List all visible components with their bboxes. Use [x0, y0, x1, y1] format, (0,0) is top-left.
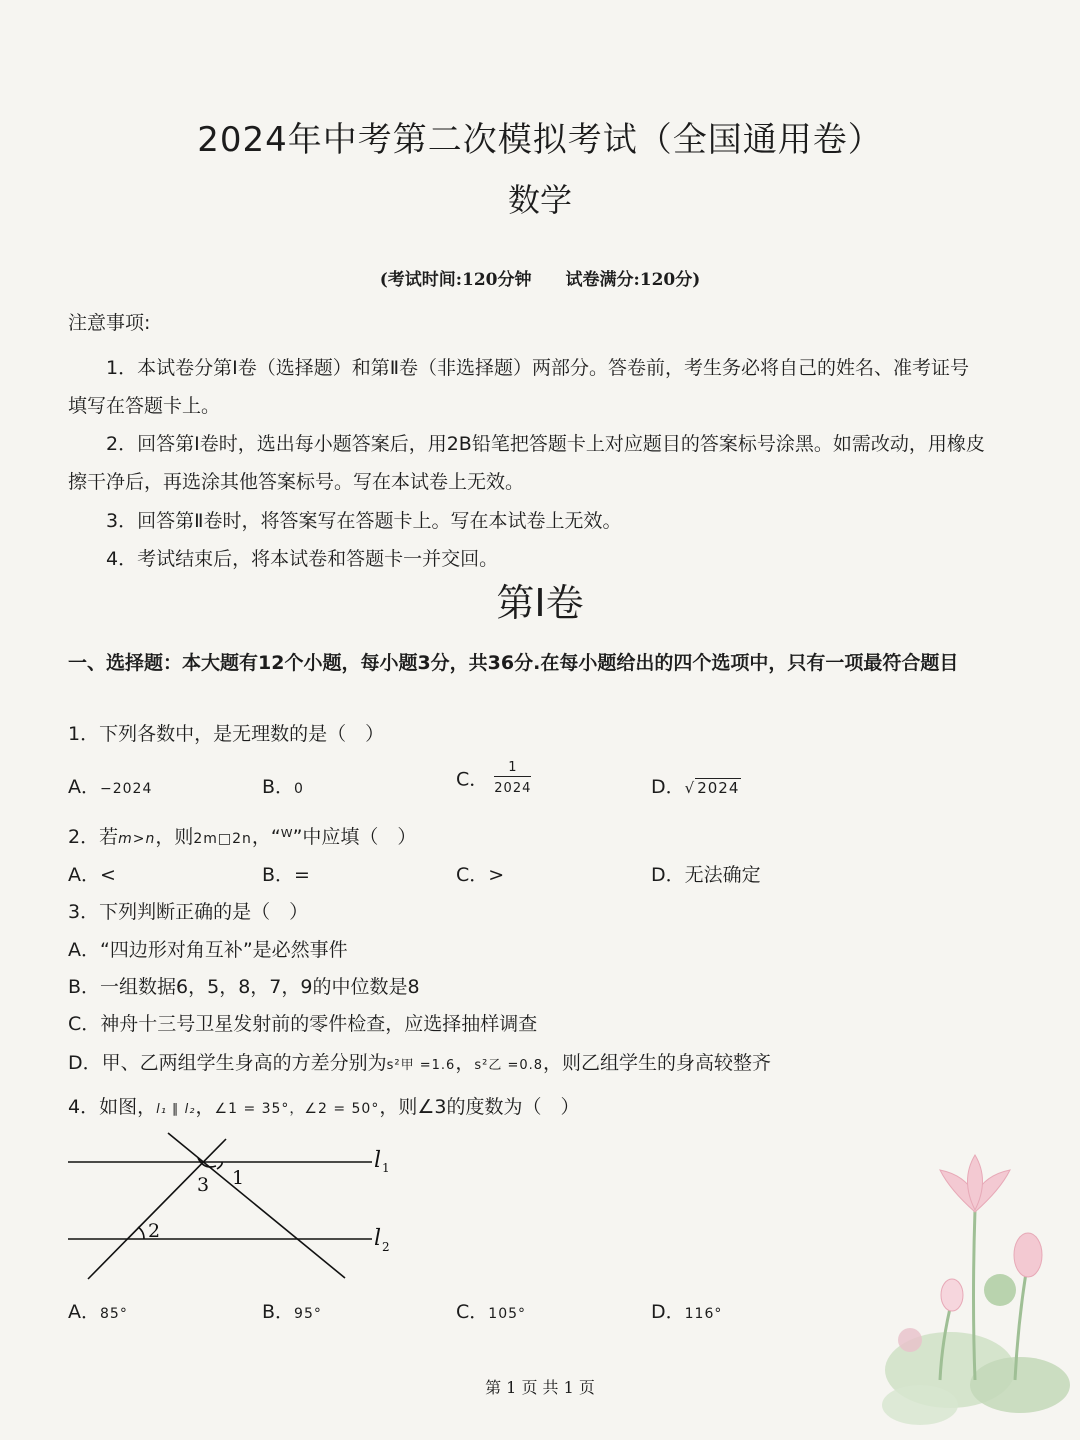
q3-option-a: A．“四边形对角互补”是必然事件: [68, 939, 348, 961]
q4-a-value: 85°: [100, 1306, 128, 1322]
angle-2-label: 2: [148, 1220, 161, 1242]
q1-d-sqrt: √ 2024: [684, 779, 740, 797]
q3-variance-a: s²甲 =1.6: [386, 1058, 456, 1073]
q1-a-value: −2024: [100, 781, 153, 797]
note-4: 4．考试结束后，将本试卷和答题卡一并交回。: [106, 548, 499, 570]
q1-option-d: D．√ 2024: [651, 776, 740, 798]
question-3-stem: 3．下列判断正确的是（ ）: [68, 901, 309, 923]
q1-option-b: B．0: [262, 776, 304, 798]
subject-title: 数学: [507, 181, 572, 219]
question-1-stem: 1．下列各数中，是无理数的是（ ）: [68, 723, 385, 745]
q4-d-value: 116°: [684, 1306, 723, 1322]
transversal-right: [168, 1133, 345, 1278]
l1-label: l: [374, 1148, 382, 1173]
transversal-left: [88, 1139, 226, 1279]
q2-option-c: C．>: [456, 864, 505, 886]
exam-title: 2024年中考第二次模拟考试（全国通用卷）: [197, 120, 883, 160]
l2-subscript: 2: [382, 1240, 390, 1254]
question-4-stem: 4．如图，l₁ ∥ l₂，∠1 = 35°，∠2 = 50°，则∠3的度数为（ ）: [68, 1096, 580, 1118]
exam-time: (考试时间:120分钟: [379, 270, 532, 290]
exam-score: 试卷满分:120分): [565, 270, 701, 290]
q2-option-b: B．=: [262, 864, 310, 886]
q3-option-c: C．神舟十三号卫星发射前的零件检查，应选择抽样调查: [68, 1013, 538, 1035]
q2-option-d: D．无法确定: [651, 864, 761, 886]
volume-title: 第Ⅰ卷: [496, 581, 584, 625]
q1-c-fraction: $\frac{1}{2024}$: [494, 760, 532, 796]
q4-parallel: l₁ ∥ l₂: [156, 1102, 196, 1117]
q4-c-value: 105°: [488, 1306, 527, 1322]
q4-option-d: D．116°: [651, 1301, 723, 1323]
notes-heading: 注意事项:: [68, 312, 151, 334]
q2-expression: 2m□2n: [193, 831, 252, 847]
note-3: 3．回答第Ⅱ卷时，将答案写在答题卡上。写在本试卷上无效。: [106, 510, 622, 532]
q4-b-value: 95°: [294, 1306, 322, 1322]
q4-option-b: B．95°: [262, 1301, 322, 1323]
q1-b-value: 0: [294, 781, 304, 797]
q4-angles: ∠1 = 35°，∠2 = 50°: [214, 1101, 380, 1117]
l1-subscript: 1: [382, 1161, 390, 1175]
q2-condition: m>n: [118, 831, 156, 847]
q3-variance-b: s²乙 =0.8: [474, 1058, 544, 1073]
geometry-figure: [60, 1125, 400, 1285]
page-footer: 第 1 页 共 1 页: [485, 1378, 595, 1397]
q3-option-b: B．一组数据6，5，8，7，9的中位数是8: [68, 976, 420, 998]
l2-label: l: [374, 1226, 382, 1251]
angle-1-label: 1: [232, 1167, 245, 1189]
note-2-line-2: 擦干净后，再选涂其他答案标号。写在本试卷上无效。: [68, 471, 525, 493]
question-2-stem: 2．若m>n，则2m□2n，“ᵂ”中应填（ ）: [68, 826, 417, 848]
q4-option-c: C．105°: [456, 1301, 527, 1323]
lotus-decoration: [880, 1150, 1075, 1430]
q1-option-a: A．−2024: [68, 776, 153, 798]
q1-option-c: C． $\frac{1}{2024}$: [456, 760, 532, 796]
angle-2-arc: [138, 1227, 144, 1239]
q3-option-d: D．甲、乙两组学生身高的方差分别为s²甲 =1.6，s²乙 =0.8，则乙组学生的身高较整齐: [68, 1052, 772, 1074]
note-1-line-2: 填写在答题卡上。: [68, 395, 221, 417]
angle-1-arc: [217, 1162, 222, 1169]
exam-meta: [0, 265, 1080, 290]
section-heading: 一、选择题：本大题有12个小题，每小题3分，共36分.在每小题给出的四个选项中，只有一项最符合题目: [68, 652, 959, 674]
angle-3-label: 3: [197, 1174, 210, 1196]
q4-option-a: A．85°: [68, 1301, 128, 1323]
q2-option-a: A．<: [68, 864, 116, 886]
note-1-line-1: 1．本试卷分第Ⅰ卷（选择题）和第Ⅱ卷（非选择题）两部分。答卷前，考生务必将自己的姓名、准考证号: [106, 357, 970, 379]
note-2-line-1: 2．回答第Ⅰ卷时，选出每小题答案后，用2B铅笔把答题卡上对应题目的答案标号涂黑。如需改动，用橡皮: [106, 433, 985, 455]
